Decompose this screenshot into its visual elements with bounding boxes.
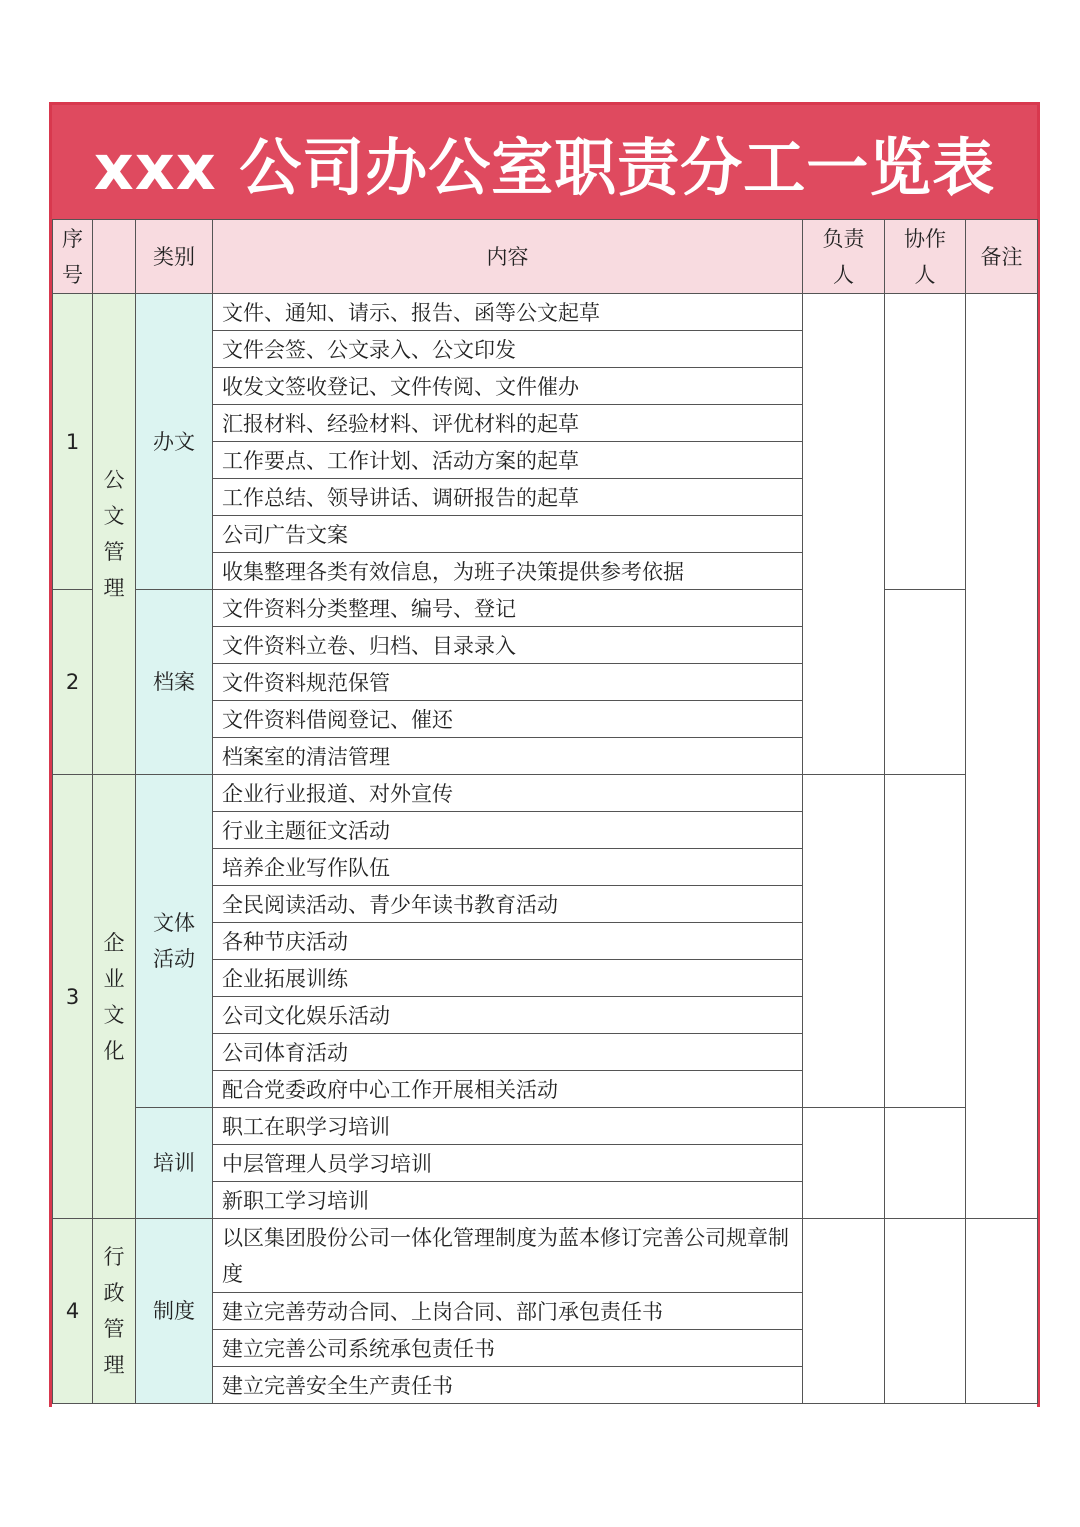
category-label: 公文管理 bbox=[103, 468, 125, 600]
row-index: 2 bbox=[53, 590, 93, 775]
header-owner: 负责人 bbox=[803, 220, 885, 294]
subcategory-cell: 档案 bbox=[136, 590, 213, 775]
content-item: 中层管理人员学习培训 bbox=[213, 1145, 803, 1182]
helper-cell bbox=[885, 1219, 966, 1404]
content-item: 工作总结、领导讲话、调研报告的起草 bbox=[213, 479, 803, 516]
content-item: 文件资料规范保管 bbox=[213, 664, 803, 701]
content-item: 新职工学习培训 bbox=[213, 1182, 803, 1219]
subcategory-label: 文体活动 bbox=[153, 911, 195, 971]
category-cell bbox=[93, 294, 136, 775]
subcategory-cell: 制度 bbox=[136, 1219, 213, 1404]
owner-cell bbox=[803, 775, 885, 1108]
category-cell bbox=[93, 1219, 136, 1404]
page-title: xxx 公司办公室职责分工一览表 bbox=[52, 105, 1037, 219]
table-row bbox=[53, 775, 1038, 812]
content-item: 文件会签、公文录入、公文印发 bbox=[213, 331, 803, 368]
header-category bbox=[93, 220, 136, 294]
helper-cell bbox=[885, 1108, 966, 1219]
owner-cell bbox=[803, 1108, 885, 1219]
header-index: 序号 bbox=[53, 220, 93, 294]
helper-cell bbox=[885, 294, 966, 590]
helper-cell bbox=[885, 775, 966, 1108]
subcategory-cell: 办文 bbox=[136, 294, 213, 590]
content-item: 建立完善劳动合同、上岗合同、部门承包责任书 bbox=[213, 1293, 803, 1330]
subcategory-cell: 培训 bbox=[136, 1108, 213, 1219]
content-item: 职工在职学习培训 bbox=[213, 1108, 803, 1145]
content-item: 文件资料立卷、归档、目录录入 bbox=[213, 627, 803, 664]
subcategory-cell bbox=[136, 775, 213, 1108]
table-row bbox=[53, 1219, 1038, 1293]
row-index: 1 bbox=[53, 294, 93, 590]
content-item: 文件、通知、请示、报告、函等公文起草 bbox=[213, 294, 803, 331]
table-row bbox=[53, 590, 1038, 627]
content-item: 工作要点、工作计划、活动方案的起草 bbox=[213, 442, 803, 479]
owner-cell bbox=[803, 1219, 885, 1404]
content-item: 收集整理各类有效信息，为班子决策提供参考依据 bbox=[213, 553, 803, 590]
content-item: 文件资料借阅登记、催还 bbox=[213, 701, 803, 738]
header-row bbox=[53, 220, 1038, 294]
content-item: 企业行业报道、对外宣传 bbox=[213, 775, 803, 812]
content-item: 公司广告文案 bbox=[213, 516, 803, 553]
category-label: 行政管理 bbox=[103, 1245, 125, 1377]
content-item: 培养企业写作队伍 bbox=[213, 849, 803, 886]
content-item: 汇报材料、经验材料、评优材料的起草 bbox=[213, 405, 803, 442]
content-item: 文件资料分类整理、编号、登记 bbox=[213, 590, 803, 627]
category-label: 企业文化 bbox=[103, 930, 125, 1063]
content-item: 公司体育活动 bbox=[213, 1034, 803, 1071]
content-item: 全民阅读活动、青少年读书教育活动 bbox=[213, 886, 803, 923]
content-item: 建立完善安全生产责任书 bbox=[213, 1367, 803, 1404]
content-item: 配合党委政府中心工作开展相关活动 bbox=[213, 1071, 803, 1108]
content-item: 档案室的清洁管理 bbox=[213, 738, 803, 775]
content-item: 各种节庆活动 bbox=[213, 923, 803, 960]
header-note: 备注 bbox=[966, 220, 1038, 294]
table-row bbox=[53, 1108, 1038, 1145]
header-helper: 协作人 bbox=[885, 220, 966, 294]
content-item: 收发文签收登记、文件传阅、文件催办 bbox=[213, 368, 803, 405]
content-item: 企业拓展训练 bbox=[213, 960, 803, 997]
duty-table bbox=[52, 219, 1038, 1404]
owner-cell bbox=[803, 294, 885, 775]
table-row bbox=[53, 294, 1038, 331]
header-subcategory: 类别 bbox=[136, 220, 213, 294]
note-cell bbox=[966, 1219, 1038, 1404]
content-item: 行业主题征文活动 bbox=[213, 812, 803, 849]
content-item: 建立完善公司系统承包责任书 bbox=[213, 1330, 803, 1367]
content-item: 公司文化娱乐活动 bbox=[213, 997, 803, 1034]
row-index: 3 bbox=[53, 775, 93, 1219]
row-index: 4 bbox=[53, 1219, 93, 1404]
header-content: 内容 bbox=[213, 220, 803, 294]
helper-cell bbox=[885, 590, 966, 775]
category-cell bbox=[93, 775, 136, 1219]
content-item: 以区集团股份公司一体化管理制度为蓝本修订完善公司规章制度 bbox=[213, 1219, 803, 1293]
note-cell bbox=[966, 294, 1038, 1219]
